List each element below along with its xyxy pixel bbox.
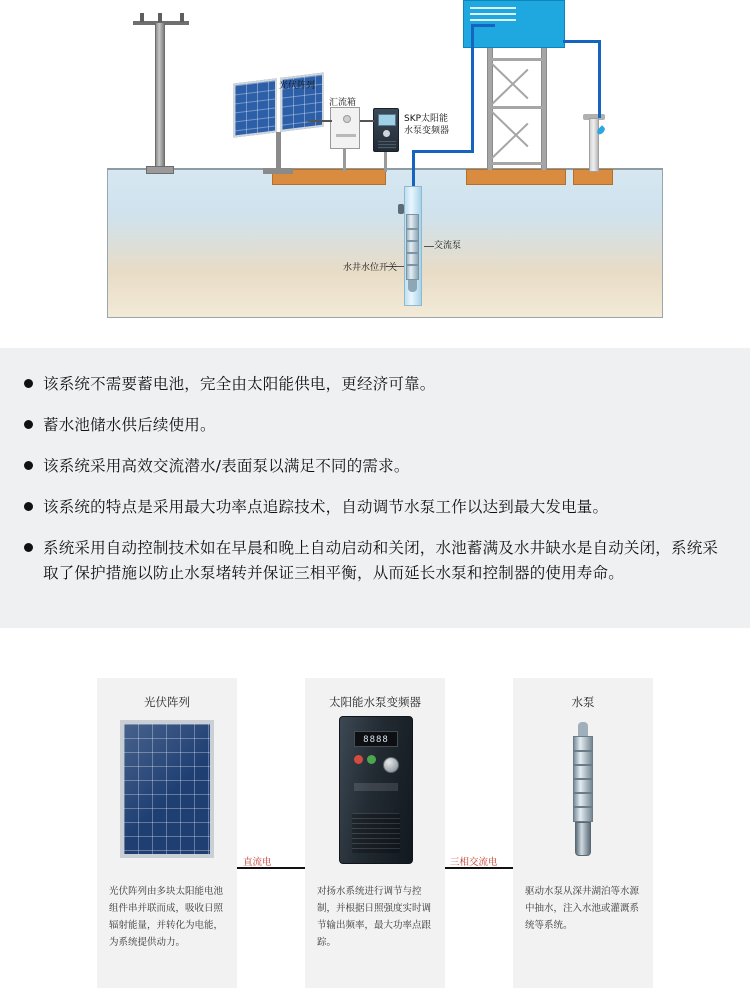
pipe-to-tank-horizontal [412, 150, 474, 153]
feature-text: 该系统采用高效交流潜水/表面泵以满足不同的需求。 [43, 457, 410, 475]
label-ac-pump: 交流泵 [434, 241, 462, 251]
list-item [24, 372, 722, 397]
submersible-pump [406, 214, 419, 280]
combiner-box-post [343, 149, 346, 172]
card-description: 对扬水系统进行调节与控制，并根据日照强度实时调节输出频率，最大功率点跟踪。 [317, 886, 432, 948]
inverter-unit-icon [339, 716, 413, 864]
feature-text: 蓄水池储水供后续使用。 [43, 416, 216, 434]
bullet-icon [24, 461, 33, 470]
pv-module-icon [120, 720, 214, 858]
utility-pole-base [146, 166, 174, 174]
feature-text: 该系统不需要蓄电池，完全由太阳能供电，更经济可靠。 [43, 375, 436, 393]
water-surface-lines [470, 7, 516, 23]
bullet-icon [24, 420, 33, 429]
bullet-icon [24, 543, 33, 552]
stop-button-icon[interactable] [354, 755, 363, 764]
system-overview-diagram [0, 0, 750, 340]
tower-brace [489, 162, 543, 165]
pv-array-mast [276, 132, 281, 172]
insulator-icon [180, 13, 184, 22]
faucet-post [589, 118, 599, 172]
card-solar-pump-inverter [305, 678, 445, 988]
frequency-knob-icon[interactable] [383, 757, 399, 773]
submersible-pump-icon [571, 722, 595, 862]
inverter-display: 8888 [354, 731, 398, 747]
component-cards-diagram [0, 660, 750, 995]
card-title: 光伏阵列 [144, 695, 190, 709]
well-water-level-switch-icon [398, 204, 404, 214]
pump-motor-tip [408, 280, 417, 292]
run-button-icon[interactable] [367, 755, 376, 764]
card-description: 驱动水泵从深井湖泊等水源中抽水，注入水池或灌溉系统等系统。 [525, 886, 640, 931]
label-combiner-box: 汇流箱 [329, 98, 357, 108]
ventilation-grille-icon [352, 813, 400, 853]
utility-pole [155, 22, 165, 172]
label-three-phase-ac: 三相交流电 [450, 857, 498, 868]
solar-pump-inverter-icon [373, 108, 399, 152]
pv-array-foot [263, 168, 293, 174]
wire-combiner-to-inverter [360, 120, 374, 122]
card-water-pump [513, 678, 653, 988]
list-item [24, 536, 722, 586]
feature-text: 系统采用自动控制技术如在早晨和晚上自动启动和关闭，水池蓄满及水井缺水是自动关闭，系统采取了保护措施以防止水泵堵转并保证三相平衡，从而延长水泵和控制器的使用寿命。 [43, 539, 719, 582]
card-pv-array [97, 678, 237, 988]
ground-cross-section [107, 168, 663, 318]
label-pv-array: 光伏阵列 [279, 81, 316, 91]
wire-pv-to-combiner [308, 120, 332, 122]
tower-cross-brace [488, 60, 528, 99]
pipe-tank-outlet [563, 40, 601, 43]
pipe-to-tank-vertical [471, 24, 474, 152]
tower-leg-right [541, 48, 547, 170]
feature-text: 该系统的特点是采用最大功率点追踪技术，自动调节水泵工作以达到最大发电量。 [43, 498, 609, 516]
insulator-icon [140, 13, 144, 22]
label-dc-power: 直流电 [243, 857, 272, 868]
inverter-post [384, 152, 387, 172]
insulator-icon [158, 13, 162, 22]
card-title: 太阳能水泵变频器 [329, 695, 421, 709]
tower-brace [489, 106, 543, 109]
card-title: 水泵 [571, 695, 595, 709]
list-item [24, 454, 722, 479]
tower-cross-brace [488, 69, 528, 108]
pipe-tank-inlet [471, 24, 495, 27]
feature-list-panel [0, 348, 750, 628]
pipe-to-faucet [598, 40, 601, 118]
combiner-box-icon [330, 107, 360, 149]
card-description: 光伏阵列由多块太阳能电池组件串并联而成，吸收日照辐射能量，并转化为电能，为系统提供动力。 [109, 886, 224, 948]
label-inverter: SKP太阳能 水泵变频器 [404, 114, 450, 136]
label-well-level-switch: 水井水位开关 [343, 263, 398, 273]
list-item [24, 495, 722, 520]
list-item [24, 413, 722, 438]
foundation-pad-tower [466, 169, 566, 185]
pipe-riser [412, 150, 415, 188]
leader-ac-pump [424, 246, 434, 247]
bullet-icon [24, 379, 33, 388]
tower-brace [489, 58, 543, 61]
bullet-icon [24, 502, 33, 511]
brand-plate [354, 783, 398, 791]
